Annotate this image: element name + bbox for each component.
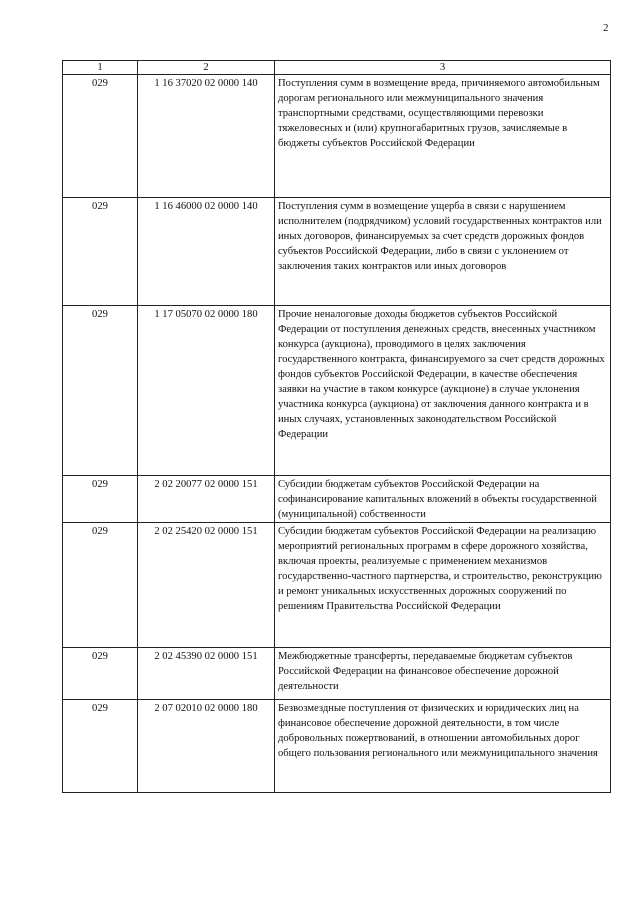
admin-code-cell: 029 <box>63 306 138 476</box>
column-header-2: 2 <box>138 61 275 75</box>
table-row <box>63 75 611 198</box>
table-row <box>63 306 611 476</box>
admin-code-cell: 029 <box>63 648 138 700</box>
revenue-code-cell: 1 17 05070 02 0000 180 <box>138 306 275 476</box>
revenue-name-cell: Прочие неналоговые доходы бюджетов субъектов Российской Федерации от поступления денежных средств, внесенных участником конкурса (аукциона), проводимого в целях заключения государственного контракта, финансируемого за счет средств дорожных фондов субъектов Российской Федерации, в качестве обеспечения заявки на участие в таком конкурсе (аукционе) в случае уклонения участника конкурса (аукциона) от заключения данного контракта и в иных случаях, установленных законодательством Российской Федерации <box>275 306 611 476</box>
revenue-name-cell: Субсидии бюджетам субъектов Российской Федерации на софинансирование капитальных вложений в объекты государственной (муниципальной) собственности <box>275 476 611 523</box>
admin-code-cell: 029 <box>63 75 138 198</box>
revenue-code-cell: 1 16 37020 02 0000 140 <box>138 75 275 198</box>
revenue-code-cell: 2 02 20077 02 0000 151 <box>138 476 275 523</box>
table-row <box>63 198 611 306</box>
revenue-name-cell: Межбюджетные трансферты, передаваемые бюджетам субъектов Российской Федерации на финансовое обеспечение дорожной деятельности <box>275 648 611 700</box>
table-row <box>63 523 611 648</box>
revenue-name-cell: Поступления сумм в возмещение ущерба в связи с нарушением исполнителем (подрядчиком) условий государственных контрактов или иных договоров, финансируемых за счет средств дорожных фондов субъектов Российской Федерации, либо в связи с уклонением от заключения таких контрактов или иных договоров <box>275 198 611 306</box>
admin-code-cell: 029 <box>63 476 138 523</box>
column-header-3: 3 <box>275 61 611 75</box>
revenue-code-cell: 2 02 25420 02 0000 151 <box>138 523 275 648</box>
table-row <box>63 700 611 793</box>
revenue-code-cell: 2 02 45390 02 0000 151 <box>138 648 275 700</box>
column-header-1: 1 <box>63 61 138 75</box>
revenue-name-cell: Поступления сумм в возмещение вреда, причиняемого автомобильным дорогам регионального или межмуниципального значения транспортными средствами, осуществляющими перевозки тяжеловесных и (или) крупногабаритных грузов, зачисляемые в бюджеты субъектов Российской Федерации <box>275 75 611 198</box>
revenue-name-cell: Субсидии бюджетам субъектов Российской Федерации на реализацию мероприятий региональных программ в сфере дорожного хозяйства, включая проекты, реализуемые с применением механизмов государственно-частного партнерства, и строительство, реконструкцию и ремонт уникальных искусственных дорожных сооружений по решениям Правительства Российской Федерации <box>275 523 611 648</box>
table-row <box>63 476 611 523</box>
revenue-codes-table <box>62 60 611 793</box>
revenue-name-cell: Безвозмездные поступления от физических и юридических лиц на финансовое обеспечение дорожной деятельности, в том числе добровольных пожертвований, в отношении автомобильных дорог общего пользования регионального или межмуниципального значения <box>275 700 611 793</box>
revenue-code-cell: 2 07 02010 02 0000 180 <box>138 700 275 793</box>
admin-code-cell: 029 <box>63 523 138 648</box>
admin-code-cell: 029 <box>63 198 138 306</box>
admin-code-cell: 029 <box>63 700 138 793</box>
table-row <box>63 648 611 700</box>
revenue-code-cell: 1 16 46000 02 0000 140 <box>138 198 275 306</box>
page-number: 2 <box>603 22 609 34</box>
table-header-row <box>63 61 611 75</box>
